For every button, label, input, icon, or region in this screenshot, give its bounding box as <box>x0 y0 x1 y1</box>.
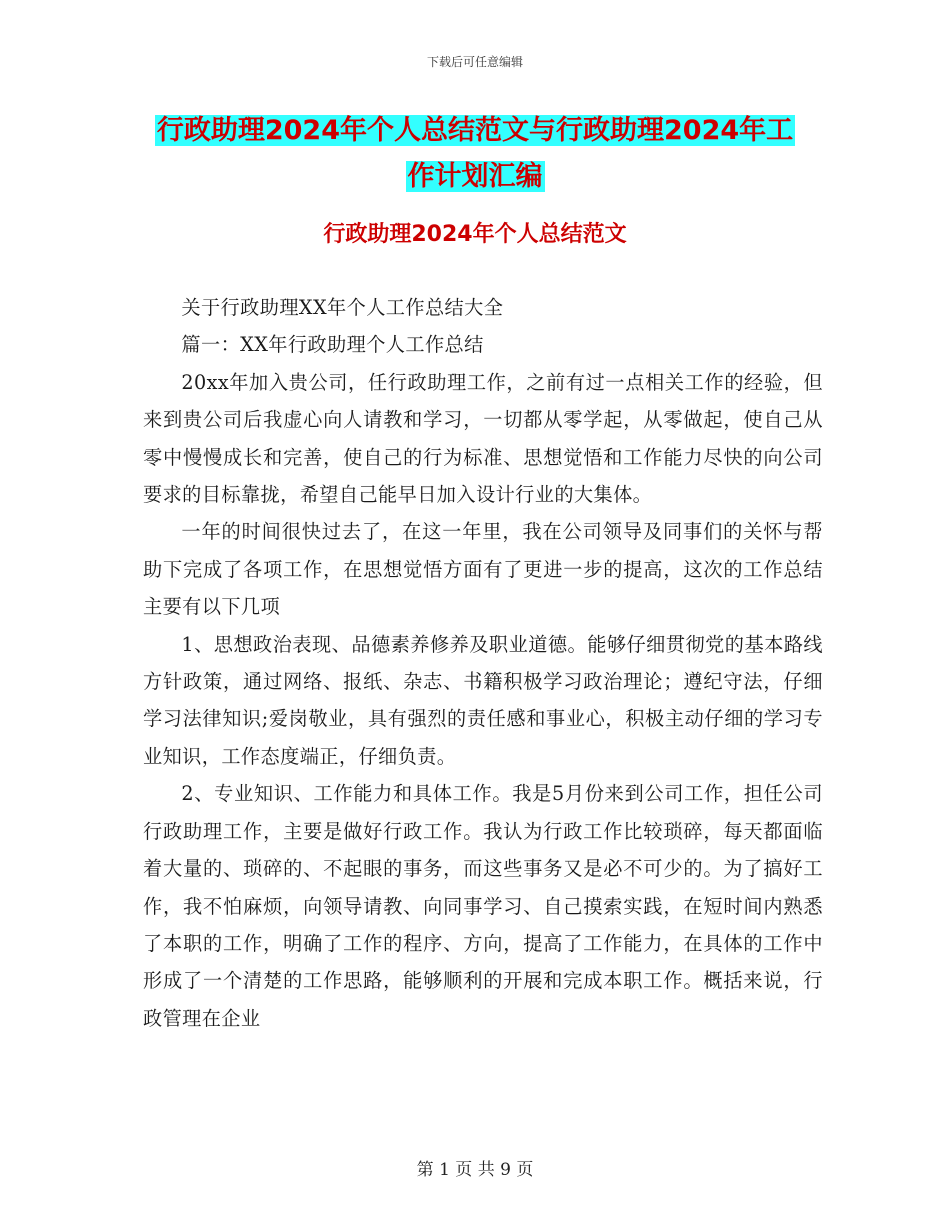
header-note: 下载后可任意编辑 <box>426 55 523 69</box>
title-line-2: 作计划汇编 <box>407 161 543 192</box>
paragraph: 20xx年加入贵公司，任行政助理工作，之前有过一点相关工作的经验，但来到贵公司后我虚心向人请教和学习，一切都从零学起，从零做起，使自己从零中慢慢成长和完善，使自己的行为标准、思想觉悟和工作能力尽快的向公司要求的目标靠拢，希望自己能早日加入设计行业的大集体。 <box>143 370 823 507</box>
page-footer: 第 1 页 共 9 页 <box>416 1160 534 1180</box>
section-title: 行政助理2024年个人总结范文 <box>323 222 627 247</box>
paragraph: 2、专业知识、工作能力和具体工作。我是5月份来到公司工作，担任公司行政助理工作，主要是做好行政工作。我认为行政工作比较琐碎，每天都面临着大量的、琐碎的、不起眼的事务，而这些事务又是必不可少的。为了搞好工作，我不怕麻烦，向领导请教、向同事学习、自己摸索实践，在短时间内熟悉了本职的工作，明确了工作的程序、方向，提高了工作能力，在具体的工作中形成了一个清楚的工作思路，能够顺利的开展和完成本职工作。概括来说，行政管理在企业 <box>143 782 823 1030</box>
paragraph: 1、思想政治表现、品德素养修养及职业道德。能够仔细贯彻党的基本路线方针政策，通过网络、报纸、杂志、书籍积极学习政治理论；遵纪守法，仔细学习法律知识;爱岗敬业，具有强烈的责任感和事业心，积极主动仔细的学习专业知识，工作态度端正，仔细负责。 <box>143 632 823 768</box>
document-title <box>0 108 950 200</box>
paragraph: 篇一：XX年行政助理个人工作总结 <box>181 333 484 357</box>
paragraph: 一年的时间很快过去了，在这一年里，我在公司领导及同事们的关怀与帮助下完成了各项工作，在思想觉悟方面有了更进一步的提高，这次的工作总结主要有以下几项 <box>143 520 823 619</box>
title-line-1: 行政助理2024年个人总结范文与行政助理2024年工 <box>156 115 794 146</box>
paragraph: 关于行政助理XX年个人工作总结大全 <box>181 296 504 319</box>
body-text <box>143 289 823 1037</box>
